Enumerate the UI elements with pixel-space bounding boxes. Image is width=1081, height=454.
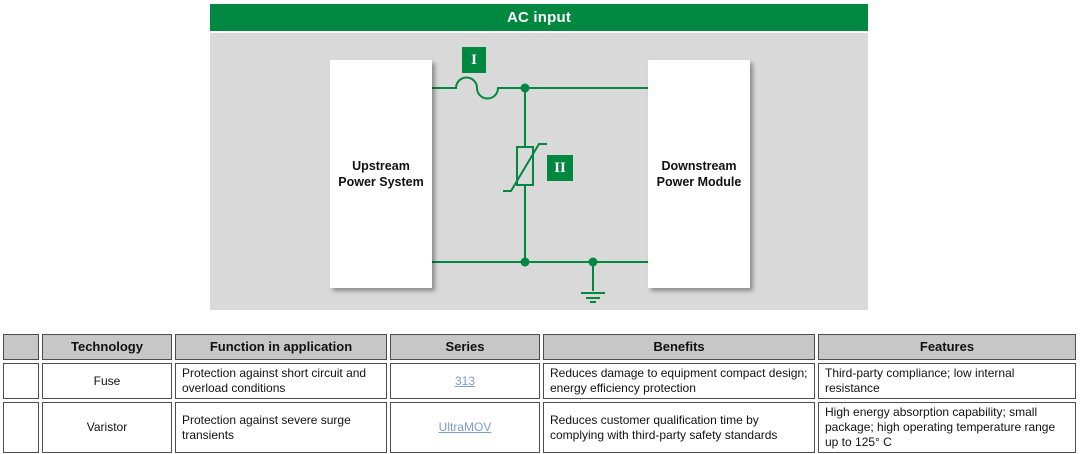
series-link-313[interactable]: 313 — [454, 373, 476, 388]
row-marker-fuse: I — [3, 363, 39, 399]
technology-table — [0, 331, 1079, 454]
application-diagram — [210, 4, 868, 310]
circuit-panel — [210, 33, 868, 310]
header-series: Series — [390, 334, 540, 360]
downstream-label-line2: Power Module — [656, 175, 742, 189]
benefits-cell: Reduces customer qualification time by complying with third-party safety standards — [543, 402, 815, 453]
diagram-title: AC input — [506, 9, 572, 26]
series-cell — [390, 363, 540, 399]
features-cell: High energy absorption capability; small package; high operating temperature range up to 125° C — [818, 402, 1076, 453]
technology-cell: Varistor — [42, 402, 172, 453]
features-cell: Third-party compliance; low internal resistance — [818, 363, 1076, 399]
junction-dot-bottom-right — [589, 258, 598, 267]
row-marker-varistor: II* — [3, 402, 39, 453]
circuit-schematic — [210, 33, 868, 310]
header-benefits: Benefits — [543, 334, 815, 360]
header-features: Features — [818, 334, 1076, 360]
benefits-cell: Reduces damage to equipment compact design; energy efficiency protection — [543, 363, 815, 399]
table-header-row — [3, 334, 1076, 360]
upstream-label-line1: Upstream — [352, 158, 410, 173]
upstream-power-system-box — [330, 60, 432, 288]
downstream-label-line1: Downstream — [661, 158, 737, 173]
header-function: Function in application — [175, 334, 387, 360]
fuse-marker-badge: I — [462, 47, 486, 73]
function-cell: Protection against severe surge transients — [175, 402, 387, 453]
table-row-fuse — [3, 363, 1076, 399]
ground-symbol — [581, 262, 605, 302]
series-cell — [390, 402, 540, 453]
function-cell: Protection against short circuit and overload conditions — [175, 363, 387, 399]
top-wire-and-fuse-symbol — [432, 78, 648, 99]
series-link-ultramov[interactable]: UltraMOV — [438, 420, 492, 434]
junction-dot-bottom-left — [521, 258, 530, 267]
table-row-varistor — [3, 402, 1076, 453]
varistor-marker-badge: II — [547, 155, 573, 181]
upstream-label-line2: Power System — [338, 175, 424, 189]
header-marker — [3, 334, 39, 360]
diagram-title-bar — [210, 4, 868, 31]
header-technology: Technology — [42, 334, 172, 360]
junction-dot-top — [521, 84, 530, 93]
technology-cell: Fuse — [42, 363, 172, 399]
downstream-power-module-box — [648, 60, 750, 288]
